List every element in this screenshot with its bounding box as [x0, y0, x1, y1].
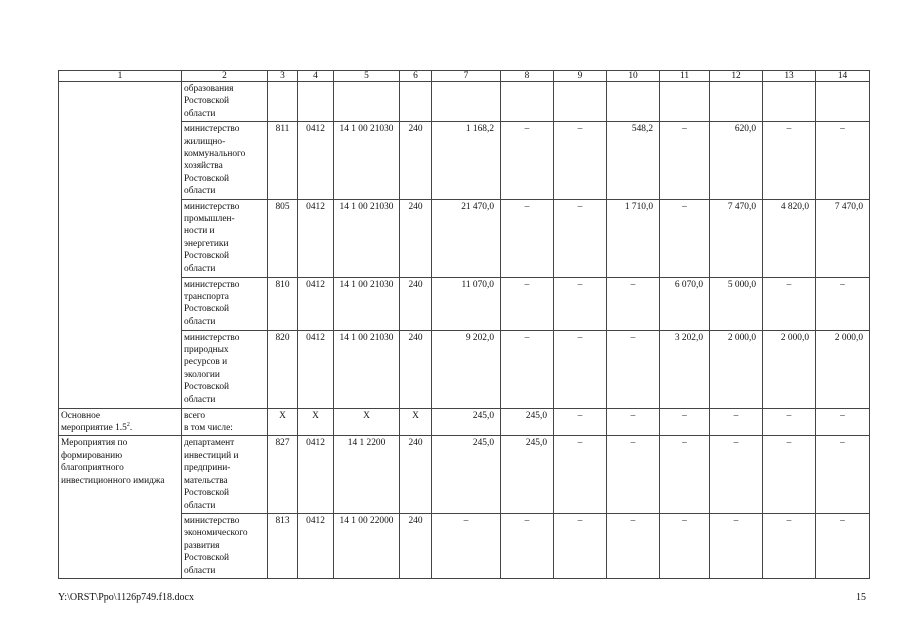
header-cell: 11	[660, 71, 710, 82]
executor-name: всего в том числе:	[184, 410, 233, 434]
table-cell: 813	[268, 513, 298, 578]
table-cell: 7 470,0	[816, 199, 870, 277]
table-cell	[660, 82, 710, 122]
table-cell: 245,0	[501, 436, 554, 513]
measure-title-text: Основное мероприятие 1.5	[61, 410, 127, 434]
header-cell: 13	[763, 71, 816, 82]
table-cell: –	[816, 436, 870, 513]
measure-footnote-mark: 2	[126, 421, 130, 428]
table-cell: 14 1 00 21030	[334, 330, 400, 408]
table-cell: –	[501, 199, 554, 277]
table-cell: –	[763, 277, 816, 330]
header-cell: 12	[710, 71, 763, 82]
table-cell	[554, 82, 607, 122]
table-cell: –	[607, 277, 660, 330]
table-cell: 14 1 00 21030	[334, 199, 400, 277]
table-cell: X	[268, 408, 298, 436]
table-cell	[334, 82, 400, 122]
table-cell	[182, 330, 268, 408]
table-cell: –	[607, 408, 660, 436]
table-cell: 548,2	[607, 122, 660, 199]
table-cell: –	[816, 277, 870, 330]
table-cell: 2 000,0	[710, 330, 763, 408]
table-cell: –	[710, 436, 763, 513]
table-row	[59, 408, 870, 436]
table-cell: 14 1 00 22000	[334, 513, 400, 578]
table-cell: 245,0	[501, 408, 554, 436]
header-cell: 5	[334, 71, 400, 82]
table-cell: 1 168,2	[432, 122, 501, 199]
table-cell: –	[660, 513, 710, 578]
table-cell: –	[554, 330, 607, 408]
table-cell	[182, 513, 268, 578]
header-cell: 14	[816, 71, 870, 82]
table-cell: –	[710, 513, 763, 578]
table-cell: –	[763, 513, 816, 578]
table-cell: 245,0	[432, 408, 501, 436]
table-cell: –	[660, 122, 710, 199]
table-cell: –	[763, 122, 816, 199]
header-cell: 9	[554, 71, 607, 82]
table-cell: 21 470,0	[432, 199, 501, 277]
table-cell: 240	[400, 122, 432, 199]
header-cell: 8	[501, 71, 554, 82]
table-cell: X	[334, 408, 400, 436]
table-cell	[59, 82, 182, 409]
table-cell: –	[816, 513, 870, 578]
table-cell: 240	[400, 199, 432, 277]
table-cell: 810	[268, 277, 298, 330]
table-cell: 14 1 00 21030	[334, 277, 400, 330]
table-cell: –	[554, 408, 607, 436]
header-cell: 6	[400, 71, 432, 82]
table-cell: –	[660, 199, 710, 277]
table-cell: 11 070,0	[432, 277, 501, 330]
table-cell	[607, 82, 660, 122]
table-cell: –	[763, 408, 816, 436]
table-cell: 240	[400, 436, 432, 513]
table-cell	[432, 82, 501, 122]
header-cell: 1	[59, 71, 182, 82]
header-cell: 3	[268, 71, 298, 82]
header-row	[59, 71, 870, 82]
table-cell: 7 470,0	[710, 199, 763, 277]
table-cell: 620,0	[710, 122, 763, 199]
table-cell: –	[554, 122, 607, 199]
table-cell: –	[607, 330, 660, 408]
executor-name: министерство экономического развития Ростовской области	[184, 515, 248, 576]
table-cell: 805	[268, 199, 298, 277]
table-cell: 0412	[298, 277, 334, 330]
table-cell: 4 820,0	[763, 199, 816, 277]
measure-title	[61, 411, 132, 433]
table-cell: 827	[268, 436, 298, 513]
table-cell: –	[554, 513, 607, 578]
table-cell	[710, 82, 763, 122]
header-cell: 4	[298, 71, 334, 82]
executor-name: министерство природных ресурсов и экологии Ростовской области	[184, 332, 240, 405]
table-cell: –	[554, 199, 607, 277]
table-cell: –	[501, 513, 554, 578]
table-cell: 1 710,0	[607, 199, 660, 277]
measure-title-tail: .	[129, 423, 133, 434]
table-cell: 14 1 00 21030	[334, 122, 400, 199]
table-cell	[763, 82, 816, 122]
table-cell: –	[660, 436, 710, 513]
table-cell: 0412	[298, 122, 334, 199]
table-cell: –	[501, 330, 554, 408]
table-cell	[59, 408, 182, 436]
table-cell: –	[607, 436, 660, 513]
table-cell	[182, 408, 268, 436]
table-cell: 240	[400, 513, 432, 578]
table-cell	[268, 82, 298, 122]
table-cell: –	[607, 513, 660, 578]
table-cell: 6 070,0	[660, 277, 710, 330]
table-cell	[298, 82, 334, 122]
table-cell: X	[400, 408, 432, 436]
table-cell: –	[710, 408, 763, 436]
footer-file-path: Y:\ORST\Ppo\1126p749.f18.docx	[58, 592, 194, 603]
table-cell: –	[501, 277, 554, 330]
table-cell: –	[554, 436, 607, 513]
table-cell: –	[763, 436, 816, 513]
table-cell: –	[554, 277, 607, 330]
executor-name: министерство транспорта Ростовской области	[184, 279, 240, 327]
table-cell	[400, 82, 432, 122]
footer-page-number: 15	[856, 592, 866, 603]
table-cell: 245,0	[432, 436, 501, 513]
table-cell: –	[816, 122, 870, 199]
header-cell: 10	[607, 71, 660, 82]
table-cell: X	[298, 408, 334, 436]
table-cell: 0412	[298, 330, 334, 408]
table-cell	[182, 122, 268, 199]
table-cell	[816, 82, 870, 122]
header-cell: 2	[182, 71, 268, 82]
table-cell: 240	[400, 277, 432, 330]
table-cell: 5 000,0	[710, 277, 763, 330]
table-cell	[182, 277, 268, 330]
budget-table	[58, 70, 870, 579]
table-cell: 14 1 2200	[334, 436, 400, 513]
executor-name: образования Ростовской области	[184, 84, 234, 119]
table-row	[59, 436, 870, 513]
header-cell: 7	[432, 71, 501, 82]
table-cell: 811	[268, 122, 298, 199]
table-cell: 0412	[298, 513, 334, 578]
table-cell	[182, 82, 268, 122]
executor-name: министерство жилищно- коммунального хозяйства Ростовской области	[184, 124, 246, 197]
table-cell	[59, 436, 182, 578]
table-cell: 3 202,0	[660, 330, 710, 408]
table-cell: 2 000,0	[763, 330, 816, 408]
executor-name: министерство промышлен- ности и энергетики Ростовской области	[184, 201, 240, 274]
table-cell: –	[432, 513, 501, 578]
table-cell: 240	[400, 330, 432, 408]
executor-name: департамент инвестиций и предприни- мательства Ростовской области	[184, 438, 239, 511]
table-cell	[501, 82, 554, 122]
table-cell: –	[816, 408, 870, 436]
table-cell: –	[501, 122, 554, 199]
table-cell: 2 000,0	[816, 330, 870, 408]
table-cell: 0412	[298, 436, 334, 513]
table-cell: 9 202,0	[432, 330, 501, 408]
table-cell	[182, 199, 268, 277]
table-cell: 0412	[298, 199, 334, 277]
table-cell: 820	[268, 330, 298, 408]
table-cell: –	[660, 408, 710, 436]
table-row	[59, 82, 870, 122]
table-cell	[182, 436, 268, 513]
measure-description: Мероприятия по формированию благоприятного инвестиционного имиджа	[61, 438, 165, 486]
